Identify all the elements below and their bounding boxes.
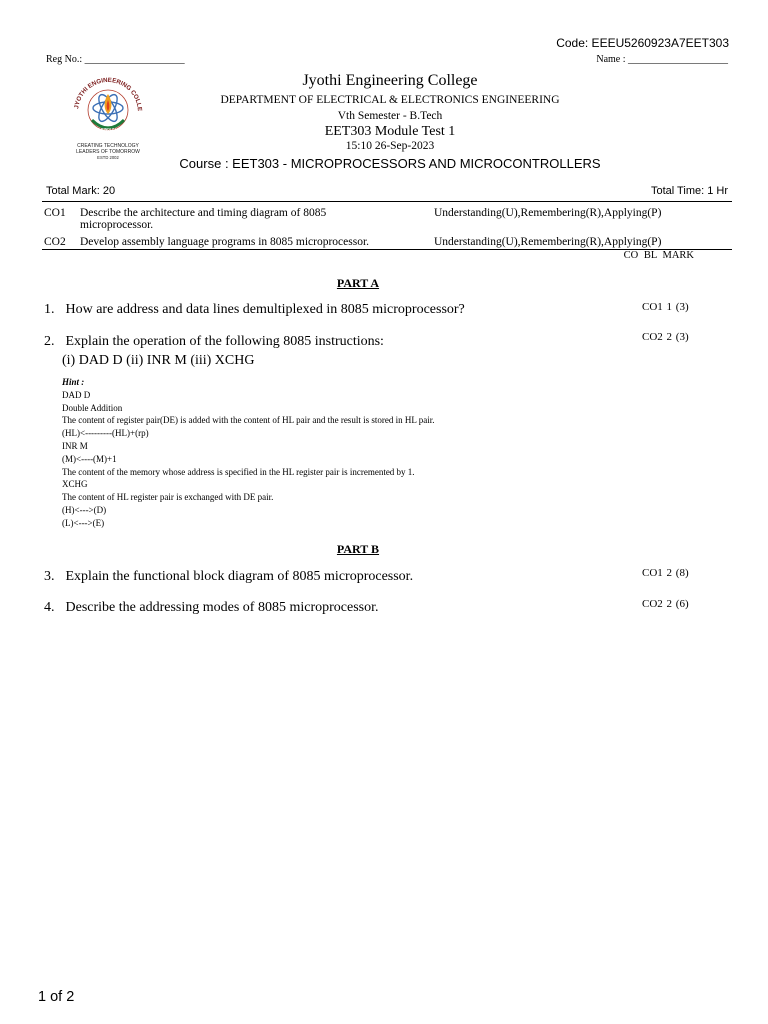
logo-tagline-1: CREATING TECHNOLOGY: [77, 143, 139, 149]
part-a-title: PART A: [336, 276, 380, 290]
logo-tagline-2: LEADERS OF TOMORROW: [76, 149, 140, 155]
total-time: Total Time: 1 Hr: [650, 185, 728, 197]
question-meta: CO2 2 (6): [642, 598, 689, 610]
test-title: EET303 Module Test 1: [324, 124, 456, 139]
hint-line: DAD D: [62, 389, 91, 400]
co-description: Develop assembly language programs in 8085 microprocessor.: [80, 236, 370, 248]
college-logo: [70, 72, 146, 164]
hint-line: The content of the memory whose address is specified in the HL register pair is incremented by 1.: [62, 466, 415, 477]
hint-line: (HL)<---------(HL)+(rp): [62, 428, 149, 439]
question-1: [44, 302, 465, 318]
co-bl-mark-header: CO BL MARK: [623, 250, 694, 261]
question-number: 4.: [44, 600, 55, 615]
question-paper-code: Code: EEEU5260923A7EET303: [556, 36, 729, 50]
question-text: Explain the functional block diagram of 8085 microprocessor.: [65, 569, 414, 584]
hint-line: (L)<--->(E): [62, 517, 105, 528]
exam-datetime: 15:10 26-Sep-2023: [345, 140, 435, 152]
co-description: Describe the architecture and timing diagram of 8085 microprocessor.: [80, 207, 327, 231]
total-mark: Total Mark: 20: [46, 185, 116, 197]
logo-motto: LEAD KINDLY LIGHT: [90, 127, 126, 132]
question-2-subparts: (i) DAD D (ii) INR M (iii) XCHG: [62, 353, 255, 368]
question-number: 1.: [44, 302, 55, 317]
question-text: Describe the addressing modes of 8085 microprocessor.: [65, 600, 379, 615]
page-number: 1 of 2: [38, 989, 75, 1005]
question-meta: CO1 2 (8): [642, 567, 689, 579]
co-levels: Understanding(U),Remembering(R),Applying(P): [434, 236, 662, 248]
course-title: Course : EET303 - MICROPROCESSORS AND MICROCONTROLLERS: [179, 156, 601, 171]
course-outcome-row: [44, 207, 734, 233]
hint-line: The content of register pair(DE) is added with the content of HL pair and the result is stored in HL pair.: [62, 415, 435, 426]
hint-line: XCHG: [62, 479, 88, 490]
hint-line: The content of HL register pair is exchanged with DE pair.: [62, 492, 274, 503]
divider: [42, 201, 732, 202]
hint-line: (H)<--->(D): [62, 504, 107, 515]
part-b-title: PART B: [336, 542, 380, 556]
question-meta: CO2 2 (3): [642, 331, 689, 343]
hint-block: [62, 376, 434, 530]
question-text: Explain the operation of the following 8085 instructions:: [65, 334, 384, 349]
co-id: CO1: [44, 207, 66, 219]
college-logo-emblem: [70, 72, 146, 164]
hint-line: Double Addition: [62, 402, 123, 413]
department-name: DEPARTMENT OF ELECTRICAL & ELECTRONICS ENGINEERING: [220, 94, 560, 106]
question-4: [44, 600, 378, 616]
co-levels: Understanding(U),Remembering(R),Applying(P): [434, 207, 662, 219]
reg-no-field: Reg No.: ____________________: [46, 54, 185, 65]
co-id: CO2: [44, 236, 66, 248]
course-outcome-row: [44, 236, 734, 250]
question-3: [44, 569, 413, 585]
semester: Vth Semester - B.Tech: [337, 110, 443, 122]
logo-arc-text: JYOTHI ENGINEERING COLLE: [73, 76, 144, 112]
name-field: Name : ____________________: [596, 54, 728, 65]
question-number: 2.: [44, 334, 55, 349]
question-text: How are address and data lines demultiplexed in 8085 microprocessor?: [65, 302, 465, 317]
hint-line: (M)<----(M)+1: [62, 453, 117, 464]
logo-estd: ESTD 2002: [97, 155, 119, 160]
hint-title: Hint :: [62, 377, 85, 387]
question-2: [44, 334, 384, 350]
question-meta: CO1 1 (3): [642, 301, 689, 313]
college-name: Jyothi Engineering College: [302, 72, 478, 89]
hint-line: INR M: [62, 440, 88, 451]
question-number: 3.: [44, 569, 55, 584]
